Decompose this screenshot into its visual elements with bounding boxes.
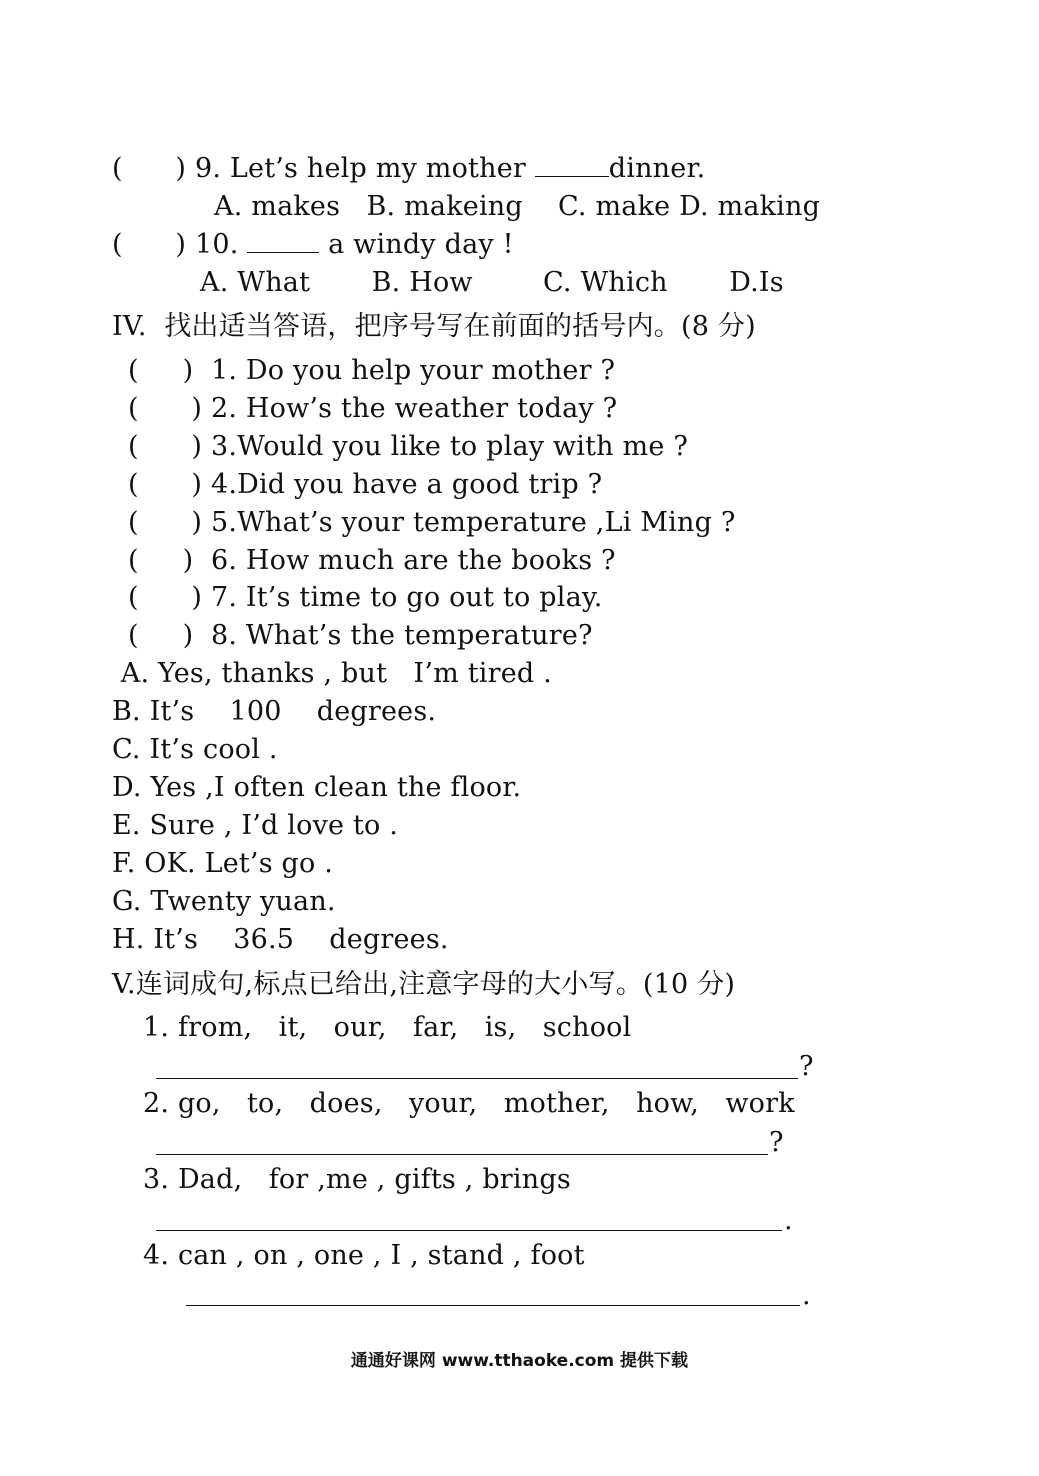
answer-blank <box>247 228 319 253</box>
answer-line-4 <box>186 1305 800 1306</box>
answer-option-b: B. It’s 100 degrees. <box>112 696 437 727</box>
answer-line-2-punct: ? <box>769 1127 784 1158</box>
answer-option-e: E. Sure , I’d love to . <box>112 810 399 841</box>
reorder-item-2-words: 2. go, to, does, your, mother, how, work <box>143 1088 795 1119</box>
answer-paren: ( ) <box>112 229 187 260</box>
answer-option-d: D. Yes ,I often clean the floor. <box>112 772 522 803</box>
matching-question-6: ( ) 6. How much are the books ? <box>128 545 616 576</box>
answer-line-3 <box>156 1230 782 1231</box>
answer-option-h: H. It’s 36.5 degrees. <box>112 924 449 955</box>
answer-line-2 <box>156 1154 768 1155</box>
question-9: ( ) 9. Let’s help my mother dinner. <box>112 153 706 184</box>
answer-option-f: F. OK. Let’s go . <box>112 848 334 879</box>
answer-option-a: A. Yes, thanks , but I’m tired . <box>112 658 552 689</box>
reorder-item-3-words: 3. Dad, for ,me , gifts , brings <box>143 1164 571 1195</box>
question-10-options: A. What B. How C. Which D.Is <box>200 267 784 298</box>
answer-line-4-punct: . <box>802 1280 811 1311</box>
matching-question-1: ( ) 1. Do you help your mother ? <box>128 355 616 386</box>
answer-paren: ( ) <box>112 153 187 184</box>
section-5-heading: V.连词成句,标点已给出,注意字母的大小写。(10 分) <box>112 969 736 1000</box>
section-4-heading: IV. 找出适当答语，把序号写在前面的括号内。(8 分) <box>112 311 756 342</box>
matching-question-7: ( ) 7. It’s time to go out to play. <box>128 582 603 613</box>
footer-source: 通通好课网 www.tthaoke.com 提供下载 <box>350 1351 689 1371</box>
answer-line-1-punct: ? <box>799 1051 814 1082</box>
reorder-item-1-words: 1. from, it, our, far, is, school <box>143 1012 632 1043</box>
answer-option-g: G. Twenty yuan. <box>112 886 336 917</box>
matching-question-4: ( ) 4.Did you have a good trip ? <box>128 469 603 500</box>
reorder-item-4-words: 4. can , on , one , I , stand , foot <box>143 1240 585 1271</box>
matching-question-3: ( ) 3.Would you like to play with me ? <box>128 431 688 462</box>
matching-question-2: ( ) 2. How’s the weather today ? <box>128 393 618 424</box>
answer-line-3-punct: . <box>784 1205 793 1236</box>
answer-line-1 <box>156 1078 798 1079</box>
question-10: ( ) 10. a windy day ! <box>112 229 514 260</box>
matching-question-5: ( ) 5.What’s your temperature ,Li Ming ? <box>128 507 736 538</box>
answer-blank <box>535 152 609 177</box>
matching-question-8: ( ) 8. What’s the temperature? <box>128 620 593 651</box>
question-9-options: A. makes B. makeing C. make D. making <box>214 191 821 222</box>
answer-option-c: C. It’s cool . <box>112 734 278 765</box>
